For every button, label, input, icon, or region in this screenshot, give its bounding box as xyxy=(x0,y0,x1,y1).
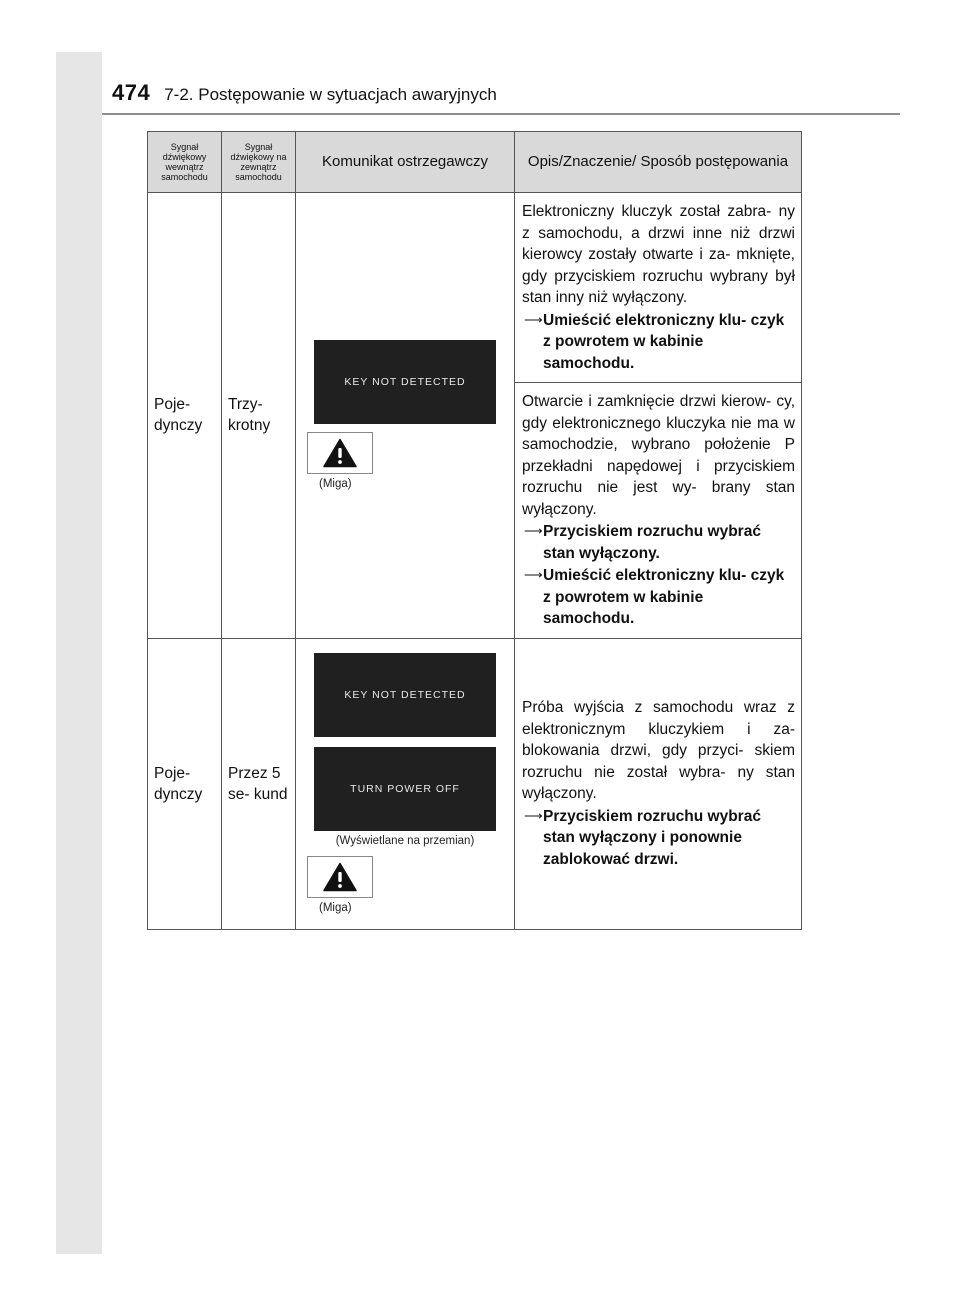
action-item xyxy=(522,806,795,871)
table-header-row xyxy=(148,132,802,193)
inside-beep-cell: Poje- dynczy xyxy=(148,193,222,639)
warning-triangle-svg xyxy=(323,438,357,468)
description-text: Otwarcie i zamknięcie drzwi kierow- cy, gdy elektronicznego kluczyka nie ma w samochodzie, wybrano położenie P przekładni napędowej i przyciskiem rozruchu nie jest wy- brany stan wyłączony. xyxy=(522,393,795,518)
action-text: Umieścić elektroniczny klu- czyk z powrotem w kabinie samochodu. xyxy=(543,567,785,627)
alternate-caption: (Wyświetlane na przemian) xyxy=(335,834,475,847)
section-title: 7-2. Postępowanie w sytuacjach awaryjnych xyxy=(164,85,497,104)
description-cell xyxy=(515,193,802,383)
description-text: Próba wyjścia z samochodu wraz z elektronicznym kluczykiem i za- blokowania drzwi, gdy przyci- skiem rozruchu nie został wybra- ny stan wyłączony. xyxy=(522,699,795,802)
action-item xyxy=(522,565,795,630)
header-rule xyxy=(102,113,900,115)
flash-caption: (Miga) xyxy=(319,477,352,490)
arrow-right-icon: ⟶ xyxy=(524,311,543,327)
warning-message-cell xyxy=(296,638,515,929)
table-row xyxy=(148,638,802,929)
arrow-right-icon: ⟶ xyxy=(524,567,543,582)
action-item xyxy=(522,521,795,564)
outside-beep-cell: Przez 5 se- kund xyxy=(222,638,296,929)
warning-table xyxy=(147,131,802,930)
description-cell xyxy=(515,383,802,639)
table-row xyxy=(148,193,802,383)
outside-beep-cell: Trzy- krotny xyxy=(222,193,296,639)
screen-message: KEY NOT DETECTED xyxy=(344,688,466,701)
display-screen xyxy=(314,653,496,737)
description-text: Elektroniczny kluczyk został zabra- ny z samochodu, a drzwi inne niż drzwi kierowcy zostały otwarte i za- mknięte, gdy przyciskiem rozruchu wybrany był stan inny niż wyłączony. xyxy=(522,203,795,306)
arrow-right-icon: ⟶ xyxy=(524,523,543,538)
col-header-warning-message: Komunikat ostrzegawczy xyxy=(296,132,515,193)
warning-triangle-icon xyxy=(307,432,373,474)
action-text: Przyciskiem rozruchu wybrać stan wyłączony. xyxy=(543,523,761,562)
col-header-inside-beep: Sygnał dźwiękowy wewnątrz samochodu xyxy=(148,132,222,193)
inside-beep-cell: Poje- dynczy xyxy=(148,638,222,929)
display-screen xyxy=(314,747,496,831)
warning-message-cell xyxy=(296,193,515,639)
warning-triangle-svg xyxy=(323,862,357,892)
warning-triangle-icon xyxy=(307,856,373,898)
display-screen xyxy=(314,340,496,424)
action-text: Umieścić elektroniczny klu- czyk z powrotem w kabinie samochodu. xyxy=(543,311,785,372)
action-text: Przyciskiem rozruchu wybrać stan wyłączony i ponownie zablokować drzwi. xyxy=(543,807,761,868)
screen-message: KEY NOT DETECTED xyxy=(344,375,466,388)
page-number: 474 xyxy=(112,80,151,105)
col-header-outside-beep: Sygnał dźwiękowy na zewnątrz samochodu xyxy=(222,132,296,193)
arrow-right-icon: ⟶ xyxy=(524,807,543,823)
description-cell xyxy=(515,638,802,929)
side-strip xyxy=(56,52,102,1254)
flash-caption: (Miga) xyxy=(319,901,352,914)
col-header-description: Opis/Znaczenie/ Sposób postępowania xyxy=(515,132,802,193)
page-header xyxy=(112,80,497,112)
screen-message: TURN POWER OFF xyxy=(350,782,460,795)
action-item xyxy=(522,310,795,375)
